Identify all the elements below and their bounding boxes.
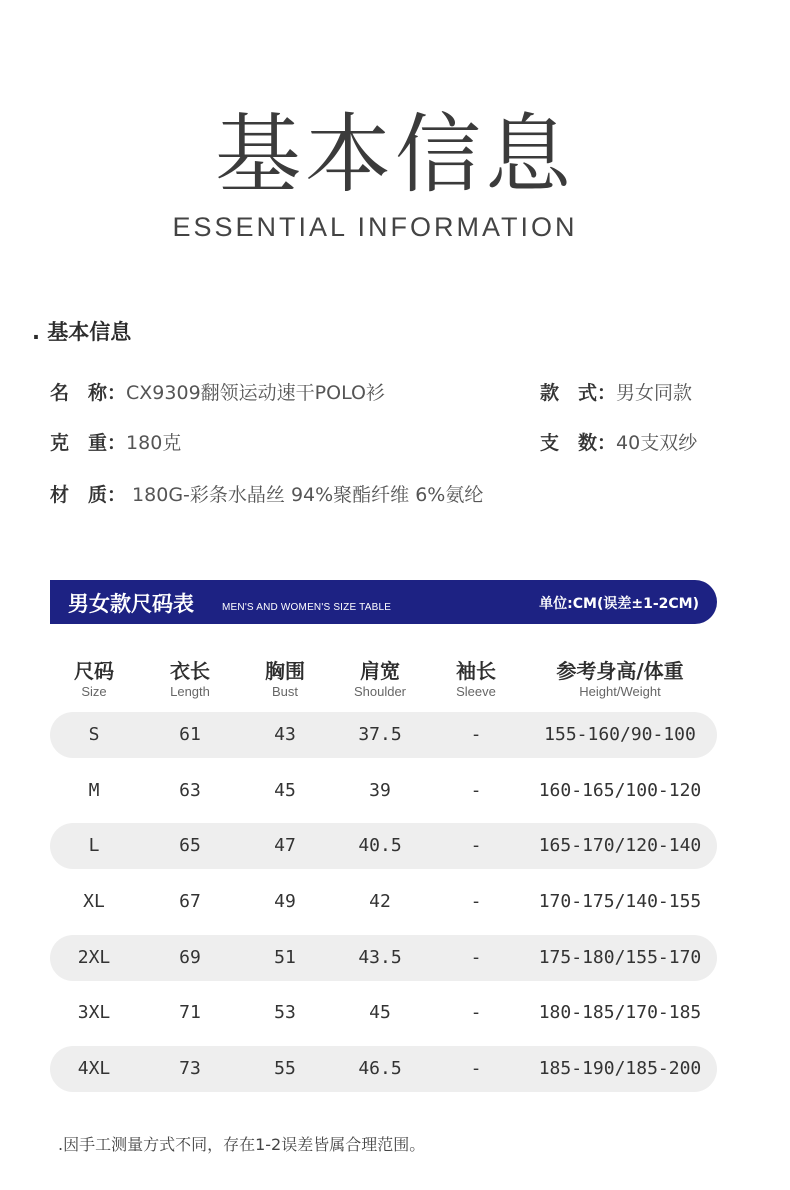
table-cell: 65	[179, 835, 201, 857]
table-row	[50, 990, 717, 1036]
info-material-value: 180G-彩条水晶丝 94%聚酯纤维 6%氨纶	[126, 484, 484, 506]
column-header-zh: 肩宽	[360, 659, 400, 683]
page-subtitle: ESSENTIAL INFORMATION	[172, 212, 578, 242]
table-cell: 175-180/155-170	[538, 946, 702, 968]
info-style-label: 款 式：	[540, 382, 617, 404]
table-row	[50, 823, 717, 869]
table-cell: 45	[369, 1002, 391, 1024]
column-header-zh: 参考身高/体重	[556, 659, 684, 683]
table-cell: 43.5	[358, 946, 402, 968]
column-header-en: Bust	[271, 684, 298, 699]
info-count-row	[540, 428, 697, 455]
table-cell: -	[470, 835, 482, 857]
table-cell: 2XL	[77, 946, 111, 968]
size-table-subtitle: MEN'S AND WOMEN'S SIZE TABLE	[222, 602, 392, 613]
table-cell: 53	[274, 1002, 296, 1024]
table-row	[50, 1046, 717, 1092]
column-header-en: Height/Weight	[579, 684, 661, 699]
table-cell: 49	[274, 891, 296, 912]
table-cell: 63	[179, 779, 201, 801]
column-header	[325, 658, 435, 700]
column-header-en: Sleeve	[456, 684, 496, 699]
table-cell: -	[470, 1002, 482, 1024]
info-count-label: 支 数：	[540, 432, 617, 454]
column-header	[431, 658, 521, 700]
column-header-en: Length	[170, 684, 210, 699]
info-name-label: 名 称：	[50, 382, 127, 404]
table-cell: 71	[179, 1002, 201, 1024]
table-cell: 165-170/120-140	[538, 835, 702, 857]
table-cell: 185-190/185-200	[538, 1058, 702, 1080]
footnote: .因手工测量方式不同，存在1-2误差皆属合理范围。	[58, 1135, 426, 1154]
table-cell: 61	[179, 724, 201, 745]
table-cell: 3XL	[77, 1002, 111, 1024]
column-header-zh: 尺码	[74, 659, 114, 683]
column-header	[235, 658, 335, 700]
table-cell: 45	[274, 779, 296, 801]
section-title: . 基本信息	[32, 320, 132, 344]
info-count-value: 40支双纱	[616, 432, 698, 454]
table-cell: 46.5	[358, 1058, 402, 1080]
table-cell: L	[88, 835, 100, 857]
table-cell: 69	[179, 946, 201, 968]
column-header-en: Shoulder	[353, 684, 407, 699]
table-row	[50, 879, 717, 925]
table-row	[50, 768, 717, 814]
column-header	[140, 658, 240, 700]
column-header-zh: 衣长	[170, 659, 210, 683]
size-table-title: 男女款尺码表	[68, 592, 194, 616]
table-cell: -	[470, 891, 482, 912]
info-material-label: 材 质：	[50, 484, 127, 506]
table-cell: -	[470, 946, 482, 968]
info-material-row	[50, 480, 483, 507]
table-row	[50, 712, 717, 758]
table-cell: S	[88, 724, 100, 745]
table-cell: 51	[274, 946, 296, 968]
size-table-unit: 单位:CM(误差±1-2CM)	[539, 596, 699, 612]
table-cell: 155-160/90-100	[544, 724, 696, 745]
table-cell: -	[470, 1058, 482, 1080]
table-cell: 4XL	[77, 1058, 111, 1080]
table-cell: 40.5	[358, 835, 402, 857]
info-weight-value: 180克	[126, 432, 182, 454]
table-cell: -	[470, 779, 482, 801]
table-cell: 39	[369, 779, 391, 801]
page-title: 基本信息	[215, 105, 575, 205]
column-header-en: Size	[81, 684, 107, 699]
table-cell: 42	[369, 891, 391, 912]
info-style-row	[540, 378, 692, 405]
info-name-row	[50, 378, 385, 405]
info-weight-row	[50, 428, 181, 455]
table-cell: 43	[274, 724, 296, 745]
table-cell: 73	[179, 1058, 201, 1080]
table-cell: 67	[179, 891, 201, 912]
table-cell: -	[470, 724, 482, 745]
info-weight-label: 克 重：	[50, 432, 127, 454]
column-header-zh: 袖长	[456, 659, 496, 683]
size-table-banner	[50, 580, 717, 624]
table-cell: 37.5	[358, 724, 402, 745]
table-cell: 160-165/100-120	[538, 779, 702, 801]
table-cell: XL	[83, 891, 105, 912]
table-cell: 47	[274, 835, 296, 857]
table-cell: 180-185/170-185	[538, 1002, 702, 1024]
info-style-value: 男女同款	[616, 382, 693, 404]
column-header-zh: 胸围	[265, 659, 305, 683]
table-cell: 55	[274, 1058, 296, 1080]
table-row	[50, 935, 717, 981]
column-header	[49, 658, 139, 700]
info-name-value: CX9309翻领运动速干POLO衫	[126, 382, 385, 404]
table-cell: M	[88, 779, 100, 801]
column-header	[520, 658, 720, 700]
table-cell: 170-175/140-155	[538, 891, 702, 912]
